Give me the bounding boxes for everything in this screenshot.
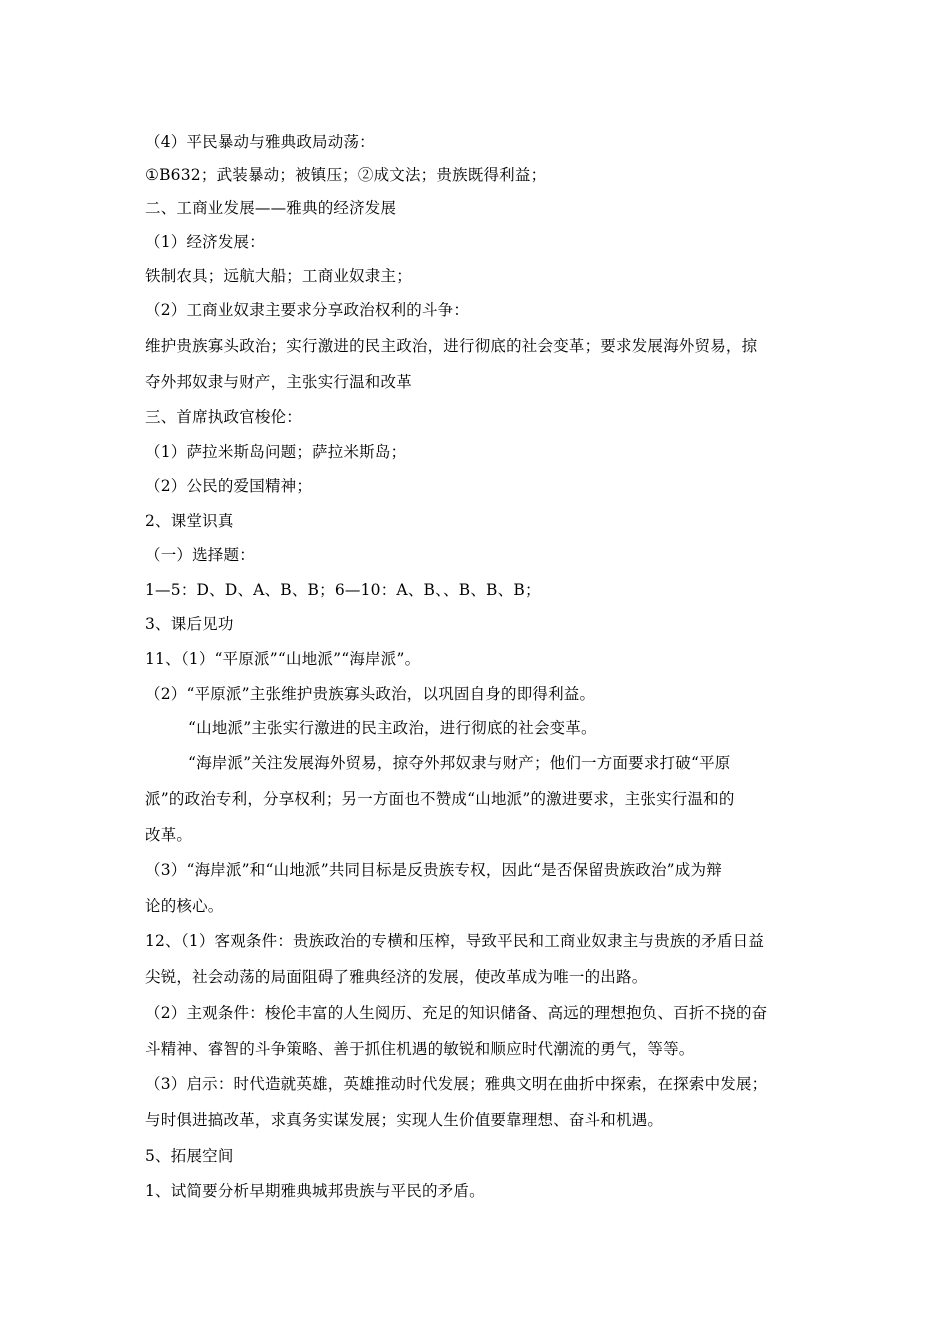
- text-line: 论的核心。: [145, 897, 224, 915]
- text-line: 尖锐，社会动荡的局面阻碍了雅典经济的发展，使改革成为唯一的出路。: [145, 968, 648, 986]
- text-line: 1、试简要分析早期雅典城邦贵族与平民的矛盾。: [145, 1182, 485, 1200]
- text-line: 改革。: [145, 826, 193, 844]
- text-line: 12、（1）客观条件：贵族政治的专横和压榨，导致平民和工商业奴隶主与贵族的矛盾日益: [145, 932, 765, 950]
- text-line: ①B632；武装暴动；被镇压；②成文法；贵族既得利益；: [145, 166, 547, 184]
- text-line: （3）启示：时代造就英雄，英雄推动时代发展；雅典文明在曲折中探索，在探索中发展；: [145, 1075, 768, 1093]
- section-heading: 3、课后见功: [145, 615, 234, 633]
- text-line: 斗精神、睿智的斗争策略、善于抓住机遇的敏锐和顺应时代潮流的勇气，等等。: [145, 1040, 695, 1058]
- text-line: “海岸派”关注发展海外贸易，掠夺外邦奴隶与财产；他们一方面要求打破“平原: [188, 754, 731, 772]
- text-line: “山地派”主张实行激进的民主政治，进行彻底的社会变革。: [188, 719, 597, 737]
- text-line: 与时俱进搞改革，求真务实谋发展；实现人生价值要靠理想、奋斗和机遇。: [145, 1111, 664, 1129]
- text-line: 派”的政治专利，分享权利；另一方面也不赞成“山地派”的激进要求，主张实行温和的: [145, 790, 735, 808]
- section-heading: 2、课堂识真: [145, 512, 234, 530]
- section-heading: 三、首席执政官梭伦：: [145, 408, 303, 426]
- text-line: （4）平民暴动与雅典政局动荡：: [145, 133, 375, 151]
- text-line: （1）经济发展：: [145, 233, 265, 251]
- text-line: 11、（1）“平原派”“山地派”“海岸派”。: [145, 650, 421, 668]
- text-line: （一）选择题：: [145, 546, 255, 564]
- text-line: （3）“海岸派”和“山地派”共同目标是反贵族专权，因此“是否保留贵族政治”成为辩: [145, 861, 722, 879]
- answer-line: 1—5：D、D、A、B、B；6—10：A、B、、B、B、B；: [145, 581, 541, 599]
- section-heading: 二、工商业发展——雅典的经济发展: [145, 199, 397, 217]
- text-line: （2）公民的爱国精神；: [145, 477, 313, 495]
- text-line: 铁制农具；远航大船；工商业奴隶主；: [145, 267, 412, 285]
- text-line: （2）工商业奴隶主要求分享政治权利的斗争：: [145, 301, 470, 319]
- text-line: 维护贵族寡头政治；实行激进的民主政治，进行彻底的社会变革；要求发展海外贸易，掠: [145, 337, 758, 355]
- text-line: （2）主观条件：梭伦丰富的人生阅历、充足的知识储备、高远的理想抱负、百折不挠的奋: [145, 1004, 768, 1022]
- text-line: （1）萨拉米斯岛问题；萨拉米斯岛；: [145, 443, 407, 461]
- text-line: 夺外邦奴隶与财产，主张实行温和改革: [145, 373, 412, 391]
- section-heading: 5、拓展空间: [145, 1147, 234, 1165]
- text-line: （2）“平原派”主张维护贵族寡头政治，以巩固自身的即得利益。: [145, 685, 596, 703]
